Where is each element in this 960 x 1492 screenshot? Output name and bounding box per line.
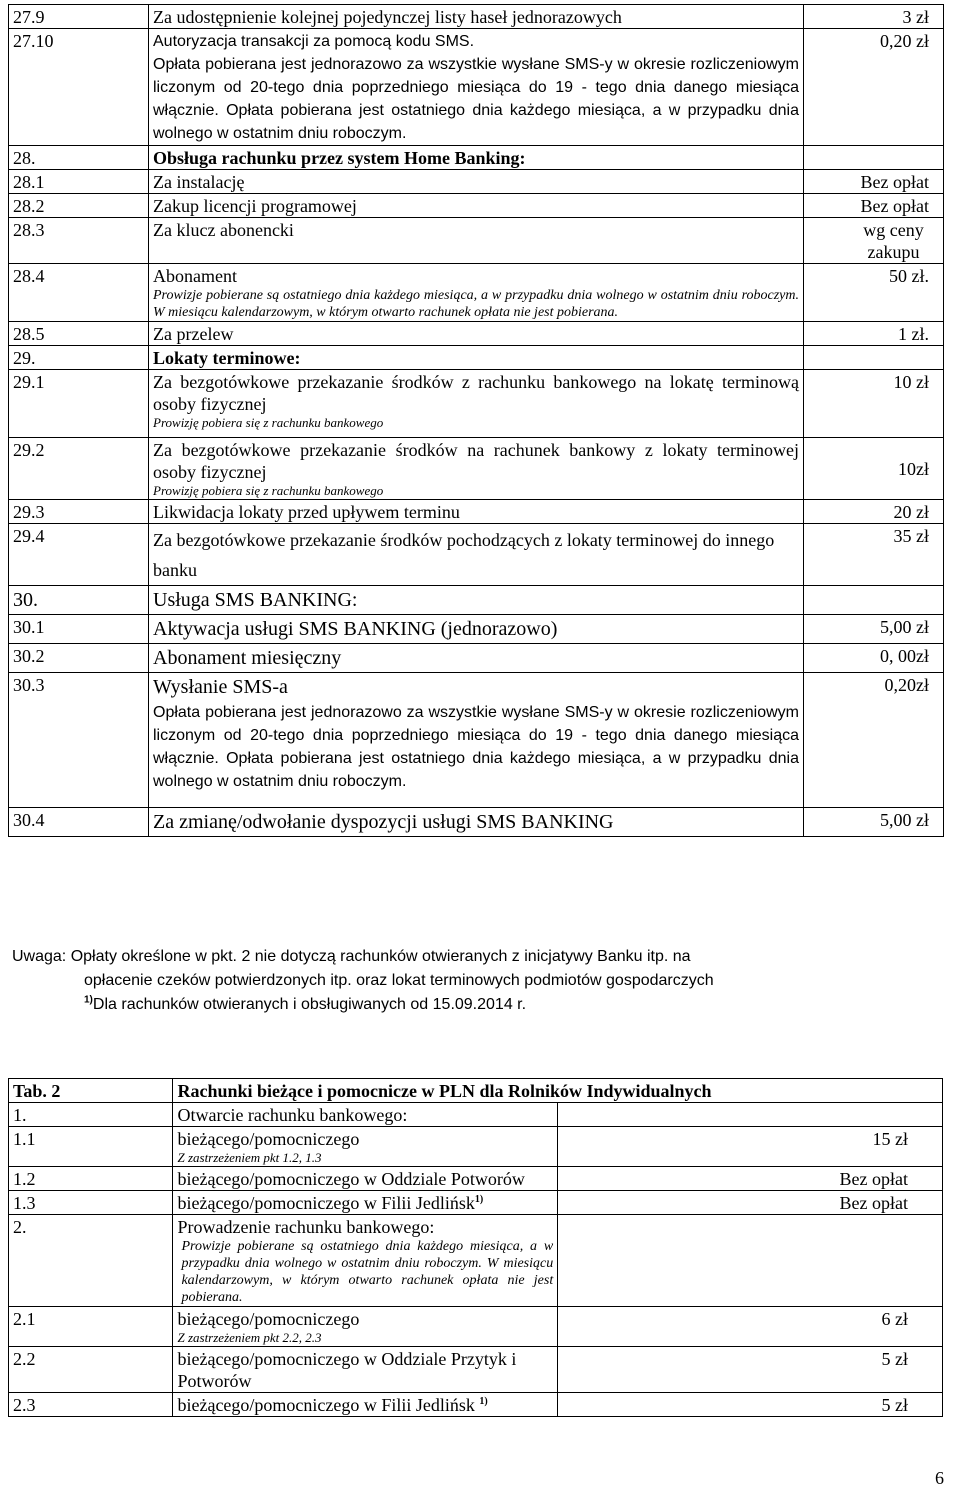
- row-description: bieżącego/pomocniczego: [177, 1309, 360, 1329]
- footnote-line-3: [12, 993, 942, 1017]
- row-description: Zakup licencji programowej: [149, 194, 804, 218]
- row-number: 29.4: [9, 524, 149, 586]
- row-description: Obsługa rachunku przez system Home Banking:: [149, 146, 804, 170]
- row-fee: Bez opłat: [804, 194, 944, 218]
- row-fee: 3 zł: [804, 5, 944, 29]
- row-fee: [804, 346, 944, 370]
- row-note: Z zastrzeżeniem pkt 2.2, 2.3: [177, 1330, 322, 1345]
- row-description-cell: [173, 1215, 558, 1307]
- row-note: Opłata pobierana jest jednorazowo za wszystkie wysłane SMS-y w okresie rozliczeniowym liczonym od 20-tego dnia poprzedniego miesiąca do 19 - tego dnia danego miesiąca włącznie. Opłata pobierana jest ostatniego dnia każdego miesiąca, a w przypadku dnia wolnego w ostatnim dniu roboczym.: [153, 56, 799, 142]
- row-description: Za bezgotówkowe przekazanie środków pochodzących z lokaty terminowej do innego banku: [149, 524, 804, 586]
- row-number: 28.4: [9, 264, 149, 322]
- row-description: bieżącego/pomocniczego w Filii Jedlińsk: [177, 1193, 475, 1213]
- row-number: 27.9: [9, 5, 149, 29]
- row-number: 29.2: [9, 438, 149, 500]
- table-row: [9, 370, 944, 438]
- row-number: 1.1: [9, 1127, 173, 1167]
- footnote-line: opłacenie czeków potwierdzonych itp. oraz lokat terminowych podmiotów gospodarczych: [84, 972, 714, 989]
- row-description: Wysłanie SMS-a: [153, 676, 288, 698]
- row-description: Za zmianę/odwołanie dyspozycji usługi SMS BANKING: [149, 808, 804, 837]
- table-row: [9, 346, 944, 370]
- row-number: 28.: [9, 146, 149, 170]
- row-description: Prowadzenie rachunku bankowego:: [177, 1217, 435, 1237]
- row-number: 1.: [9, 1103, 173, 1127]
- footnote-marker: 1): [479, 1396, 488, 1407]
- row-fee: Bez opłat: [804, 170, 944, 194]
- row-description: Abonament: [153, 266, 237, 286]
- row-note: Z zastrzeżeniem pkt 1.2, 1.3: [177, 1150, 322, 1165]
- row-description-cell: [149, 264, 804, 322]
- row-fee: 5,00 zł: [804, 808, 944, 837]
- row-fee: 0,20 zł: [804, 29, 944, 146]
- row-number: 28.1: [9, 170, 149, 194]
- row-fee: 0,20zł: [804, 673, 944, 808]
- table-header-row: [9, 1079, 943, 1103]
- page-number: 6: [935, 1468, 944, 1488]
- fee-table-1: [8, 4, 944, 837]
- table-row: [9, 1347, 943, 1393]
- row-number: 2.2: [9, 1347, 173, 1393]
- row-number: 30.3: [9, 673, 149, 808]
- row-number: 30.4: [9, 808, 149, 837]
- row-fee: 50 zł.: [804, 264, 944, 322]
- row-number: 2.3: [9, 1393, 173, 1417]
- row-fee: 10 zł: [804, 370, 944, 438]
- row-description: Autoryzacja transakcji za pomocą kodu SMS.: [153, 33, 475, 50]
- row-number: 29.3: [9, 500, 149, 524]
- table-row: [9, 5, 944, 29]
- row-number: 1.2: [9, 1167, 173, 1191]
- row-number: 30.: [9, 586, 149, 615]
- row-description-cell: [149, 370, 804, 438]
- row-number: 29.: [9, 346, 149, 370]
- fee-table-2: [8, 1078, 943, 1417]
- row-fee: Bez opłat: [558, 1167, 943, 1191]
- row-description-cell: [173, 1393, 558, 1417]
- row-fee: 10zł: [804, 438, 944, 500]
- table-row: [9, 615, 944, 644]
- row-description: Likwidacja lokaty przed upływem terminu: [149, 500, 804, 524]
- row-description: Abonament miesięczny: [149, 644, 804, 673]
- table-row: [9, 264, 944, 322]
- row-number: 2.1: [9, 1307, 173, 1347]
- row-fee: [558, 1215, 943, 1307]
- row-description: Aktywacja usługi SMS BANKING (jednorazowo): [149, 615, 804, 644]
- table-row: [9, 170, 944, 194]
- row-description: Usługa SMS BANKING:: [149, 586, 804, 615]
- row-description: Otwarcie rachunku bankowego:: [173, 1103, 558, 1127]
- table-title-text: Rachunki bieżące i pomocnicze w PLN dla Rolników Indywidualnych: [177, 1081, 712, 1101]
- row-description: Za instalację: [149, 170, 804, 194]
- row-note: Prowizję pobiera się z rachunku bankowego: [153, 415, 384, 430]
- row-description-cell: [149, 29, 804, 146]
- table-row: [9, 1127, 943, 1167]
- row-description: Za udostępnienie kolejnej pojedynczej listy haseł jednorazowych: [149, 5, 804, 29]
- table-row: [9, 1103, 943, 1127]
- row-fee: 6 zł: [558, 1307, 943, 1347]
- row-fee: 15 zł: [558, 1127, 943, 1167]
- row-fee: 0, 00zł: [804, 644, 944, 673]
- row-number: 30.1: [9, 615, 149, 644]
- row-note: Prowizje pobierane są ostatniego dnia każdego miesiąca, a w przypadku dnia wolnego w ostatnim dniu roboczym. W miesiącu kalendarzowym, w którym otwarto rachunek opłata nie jest pobierana.: [181, 1239, 554, 1305]
- footnote-block: [12, 945, 942, 1017]
- table-row: [9, 1393, 943, 1417]
- row-description: Lokaty terminowe:: [149, 346, 804, 370]
- row-description: bieżącego/pomocniczego w Oddziale Przytyk i Potworów: [173, 1347, 558, 1393]
- row-fee: [804, 586, 944, 615]
- row-fee: [558, 1103, 943, 1127]
- row-number: 27.10: [9, 29, 149, 146]
- row-note: Prowizję pobiera się z rachunku bankowego: [153, 483, 384, 498]
- table-row: [9, 524, 944, 586]
- table-row: [9, 1167, 943, 1191]
- row-number: 28.3: [9, 218, 149, 264]
- row-description-cell: [149, 673, 804, 808]
- table-label: Tab. 2: [9, 1079, 173, 1103]
- table-row: [9, 808, 944, 837]
- table-row: [9, 644, 944, 673]
- table-row: [9, 673, 944, 808]
- table-row: [9, 218, 944, 264]
- footnote-marker: 1): [84, 994, 93, 1006]
- row-fee: 5 zł: [558, 1393, 943, 1417]
- table-row: [9, 1307, 943, 1347]
- row-fee: 20 zł: [804, 500, 944, 524]
- footnote-text: Dla rachunków otwieranych i obsługiwanych od 15.09.2014 r.: [92, 996, 527, 1013]
- row-number: 28.2: [9, 194, 149, 218]
- table-row: [9, 146, 944, 170]
- row-description: Za bezgotówkowe przekazanie środków na rachunek bankowy z lokaty terminowej osoby fizycznej: [153, 440, 799, 482]
- table-row: [9, 1215, 943, 1307]
- table-row: [9, 1191, 943, 1215]
- row-fee: 5,00 zł: [804, 615, 944, 644]
- footnote-marker: 1): [474, 1194, 484, 1205]
- table-row: [9, 586, 944, 615]
- row-fee: 5 zł: [558, 1347, 943, 1393]
- row-fee: 1 zł.: [804, 322, 944, 346]
- row-description-cell: [173, 1307, 558, 1347]
- row-fee: Bez opłat: [558, 1191, 943, 1215]
- row-fee: 35 zł: [804, 524, 944, 586]
- row-number: 1.3: [9, 1191, 173, 1215]
- row-note: Prowizje pobierane są ostatniego dnia każdego miesiąca, a w przypadku dnia wolnego w ostatnim dniu roboczym. W miesiącu kalendarzowym, w którym otwarto rachunek opłata nie jest pobierana.: [153, 288, 799, 320]
- table-row: [9, 500, 944, 524]
- table-row: [9, 29, 944, 146]
- row-description: Za przelew: [149, 322, 804, 346]
- row-description: Za bezgotówkowe przekazanie środków z rachunku bankowego na lokatę terminową osoby fizycznej: [153, 372, 799, 414]
- row-description-cell: [173, 1127, 558, 1167]
- row-number: 2.: [9, 1215, 173, 1307]
- row-description: Za klucz abonencki: [149, 218, 804, 264]
- row-description: bieżącego/pomocniczego w Oddziale Potworów: [173, 1167, 558, 1191]
- table-title: [173, 1079, 943, 1103]
- table-row: [9, 194, 944, 218]
- row-note: Opłata pobierana jest jednorazowo za wszystkie wysłane SMS-y w okresie rozliczeniowym liczonym od 20-tego dnia poprzedniego miesiąca do 19 - tego dnia danego miesiąca włącznie. Opłata pobierana jest ostatniego dnia każdego miesiąca, a w przypadku dnia wolnego w ostatnim dniu roboczym.: [153, 704, 799, 790]
- row-description: bieżącego/pomocniczego w Filii Jedlińsk: [177, 1395, 475, 1415]
- row-description: bieżącego/pomocniczego: [177, 1129, 360, 1149]
- row-fee: wg ceny zakupu: [804, 218, 944, 264]
- table-row: [9, 322, 944, 346]
- row-number: 28.5: [9, 322, 149, 346]
- row-description-cell: [149, 438, 804, 500]
- table-row: [9, 438, 944, 500]
- row-number: 30.2: [9, 644, 149, 673]
- footnote-line: Uwaga: Opłaty określone w pkt. 2 nie dotyczą rachunków otwieranych z inicjatywy Banku itp. na: [12, 948, 691, 965]
- row-fee: [804, 146, 944, 170]
- row-description-cell: [173, 1191, 558, 1215]
- row-number: 29.1: [9, 370, 149, 438]
